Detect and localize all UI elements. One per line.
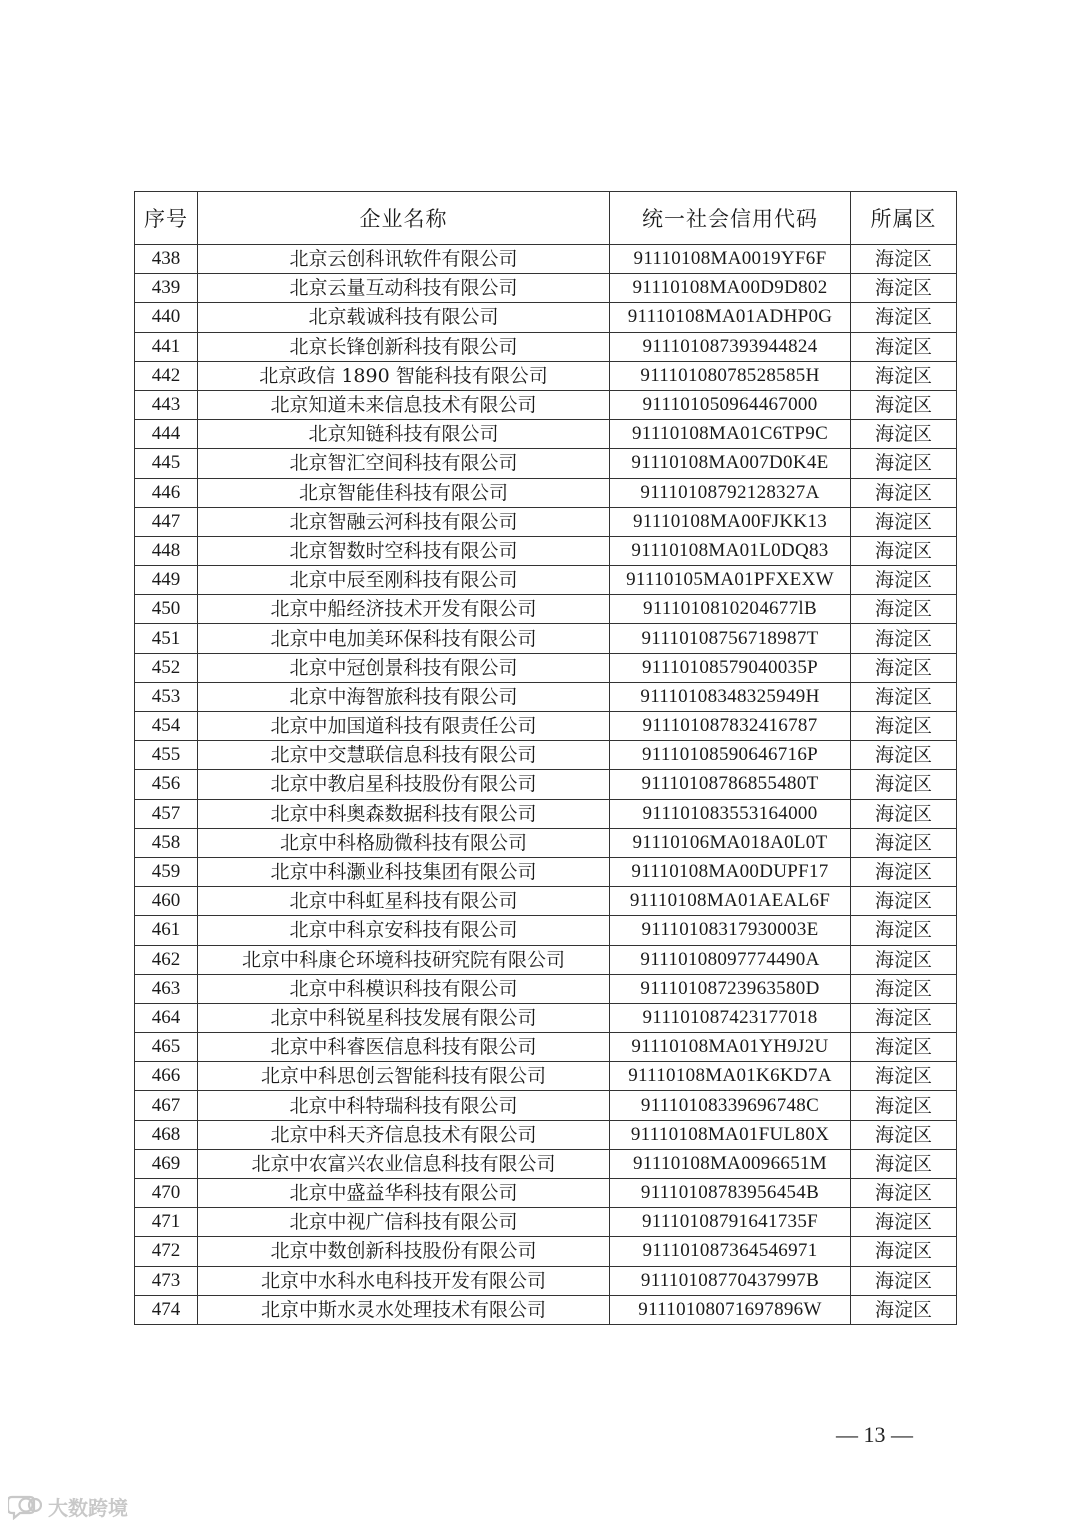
cell-no: 452 (135, 653, 198, 682)
cell-company-name: 北京中辰至刚科技有限公司 (198, 566, 610, 595)
cell-district: 海淀区 (851, 1033, 957, 1062)
cell-company-name: 北京中科格励微科技有限公司 (198, 828, 610, 857)
cell-district: 海淀区 (851, 624, 957, 653)
cell-district: 海淀区 (851, 741, 957, 770)
cell-credit-code: 91110106MA018A0L0T (610, 828, 851, 857)
cell-company-name: 北京中科思创云智能科技有限公司 (198, 1062, 610, 1091)
cell-district: 海淀区 (851, 828, 957, 857)
cell-credit-code: 911101087423177018 (610, 1003, 851, 1032)
cell-no: 466 (135, 1062, 198, 1091)
table-row (135, 390, 957, 419)
table-row (135, 566, 957, 595)
cell-no: 468 (135, 1120, 198, 1149)
table-row (135, 1033, 957, 1062)
table-row (135, 712, 957, 741)
cell-company-name: 北京中冠创景科技有限公司 (198, 653, 610, 682)
cell-credit-code: 91110108590646716P (610, 741, 851, 770)
table-row (135, 916, 957, 945)
cell-company-name: 北京云创科讯软件有限公司 (198, 245, 610, 274)
cell-no: 447 (135, 507, 198, 536)
cell-company-name: 北京中斯水灵水处理技术有限公司 (198, 1295, 610, 1324)
table-row (135, 799, 957, 828)
cell-credit-code: 91110108317930003E (610, 916, 851, 945)
cell-district: 海淀区 (851, 507, 957, 536)
cell-district: 海淀区 (851, 274, 957, 303)
table-row (135, 741, 957, 770)
cell-no: 470 (135, 1179, 198, 1208)
table-row (135, 974, 957, 1003)
header-no: 序号 (135, 192, 198, 245)
cell-credit-code: 91110108078528585H (610, 361, 851, 390)
cell-company-name: 北京中交慧联信息科技有限公司 (198, 741, 610, 770)
cell-district: 海淀区 (851, 857, 957, 886)
table-row (135, 1266, 957, 1295)
cell-company-name: 北京中科模识科技有限公司 (198, 974, 610, 1003)
cell-district: 海淀区 (851, 449, 957, 478)
company-list-table (134, 191, 957, 1325)
cell-credit-code: 91110108MA0019YF6F (610, 245, 851, 274)
cell-company-name: 北京中盛益华科技有限公司 (198, 1179, 610, 1208)
cell-credit-code: 91110108MA01C6TP9C (610, 420, 851, 449)
table-row (135, 303, 957, 332)
cell-company-name: 北京中科京安科技有限公司 (198, 916, 610, 945)
cell-company-name: 北京中科虹星科技有限公司 (198, 887, 610, 916)
cell-credit-code: 91110105MA01PFXEXW (610, 566, 851, 595)
table-row (135, 1062, 957, 1091)
header-name: 企业名称 (198, 192, 610, 245)
cell-district: 海淀区 (851, 1003, 957, 1032)
cell-district: 海淀区 (851, 303, 957, 332)
cell-company-name: 北京中科奥森数据科技有限公司 (198, 799, 610, 828)
cell-credit-code: 91110108MA01L0DQ83 (610, 536, 851, 565)
cell-no: 472 (135, 1237, 198, 1266)
table-row (135, 274, 957, 303)
cell-no: 442 (135, 361, 198, 390)
cell-district: 海淀区 (851, 770, 957, 799)
cell-district: 海淀区 (851, 1149, 957, 1178)
cell-company-name: 北京中科康仑环境科技研究院有限公司 (198, 945, 610, 974)
cell-no: 473 (135, 1266, 198, 1295)
cell-credit-code: 91110108MA01FUL80X (610, 1120, 851, 1149)
cell-credit-code: 91110108339696748C (610, 1091, 851, 1120)
cell-credit-code: 91110108MA00D9D802 (610, 274, 851, 303)
cell-credit-code: 911101087832416787 (610, 712, 851, 741)
cell-credit-code: 91110108783956454B (610, 1179, 851, 1208)
speech-bubble-logo-icon (8, 1494, 42, 1520)
cell-no: 460 (135, 887, 198, 916)
watermark-text: 大数跨境 (48, 1496, 128, 1520)
cell-credit-code: 911101050964467000 (610, 390, 851, 419)
cell-no: 445 (135, 449, 198, 478)
cell-no: 457 (135, 799, 198, 828)
cell-credit-code: 91110108579040035P (610, 653, 851, 682)
cell-credit-code: 91110108071697896W (610, 1295, 851, 1324)
cell-credit-code: 91110108792128327A (610, 478, 851, 507)
cell-no: 465 (135, 1033, 198, 1062)
cell-company-name: 北京中视广信科技有限公司 (198, 1208, 610, 1237)
cell-district: 海淀区 (851, 974, 957, 1003)
cell-credit-code: 91110108MA01K6KD7A (610, 1062, 851, 1091)
cell-credit-code: 911101083553164000 (610, 799, 851, 828)
table-row (135, 361, 957, 390)
cell-company-name: 北京中船经济技术开发有限公司 (198, 595, 610, 624)
table-row (135, 945, 957, 974)
table-row (135, 1149, 957, 1178)
cell-no: 449 (135, 566, 198, 595)
table-row (135, 1208, 957, 1237)
cell-district: 海淀区 (851, 536, 957, 565)
cell-district: 海淀区 (851, 1120, 957, 1149)
table-row (135, 332, 957, 361)
cell-district: 海淀区 (851, 390, 957, 419)
cell-no: 461 (135, 916, 198, 945)
cell-credit-code: 91110108791641735F (610, 1208, 851, 1237)
cell-company-name: 北京长锋创新科技有限公司 (198, 332, 610, 361)
cell-no: 450 (135, 595, 198, 624)
cell-company-name: 北京知道未来信息技术有限公司 (198, 390, 610, 419)
cell-no: 471 (135, 1208, 198, 1237)
cell-no: 463 (135, 974, 198, 1003)
cell-district: 海淀区 (851, 945, 957, 974)
table-row (135, 507, 957, 536)
cell-credit-code: 91110108348325949H (610, 682, 851, 711)
cell-district: 海淀区 (851, 682, 957, 711)
cell-no: 439 (135, 274, 198, 303)
table-row (135, 1237, 957, 1266)
cell-company-name: 北京中科天齐信息技术有限公司 (198, 1120, 610, 1149)
cell-district: 海淀区 (851, 361, 957, 390)
table-row (135, 1091, 957, 1120)
cell-district: 海淀区 (851, 1179, 957, 1208)
cell-credit-code: 911101087393944824 (610, 332, 851, 361)
table-row (135, 420, 957, 449)
cell-district: 海淀区 (851, 916, 957, 945)
cell-credit-code: 91110108MA01AEAL6F (610, 887, 851, 916)
header-code: 统一社会信用代码 (610, 192, 851, 245)
cell-district: 海淀区 (851, 887, 957, 916)
cell-no: 448 (135, 536, 198, 565)
cell-no: 443 (135, 390, 198, 419)
cell-district: 海淀区 (851, 420, 957, 449)
cell-credit-code: 91110108756718987T (610, 624, 851, 653)
table-row (135, 536, 957, 565)
table-row (135, 1179, 957, 1208)
cell-district: 海淀区 (851, 1208, 957, 1237)
page-number: — 13 — (836, 1422, 913, 1447)
cell-credit-code: 91110108723963580D (610, 974, 851, 1003)
cell-district: 海淀区 (851, 245, 957, 274)
table-row (135, 624, 957, 653)
cell-district: 海淀区 (851, 478, 957, 507)
cell-no: 455 (135, 741, 198, 770)
cell-company-name: 北京政信 1890 智能科技有限公司 (198, 361, 610, 390)
cell-no: 467 (135, 1091, 198, 1120)
cell-district: 海淀区 (851, 799, 957, 828)
cell-credit-code: 91110108MA00DUPF17 (610, 857, 851, 886)
table-row (135, 478, 957, 507)
cell-credit-code: 91110108MA01YH9J2U (610, 1033, 851, 1062)
table-row (135, 828, 957, 857)
table-row (135, 595, 957, 624)
cell-company-name: 北京知链科技有限公司 (198, 420, 610, 449)
cell-credit-code: 91110108097774490A (610, 945, 851, 974)
cell-credit-code: 91110108770437997B (610, 1266, 851, 1295)
cell-no: 438 (135, 245, 198, 274)
cell-district: 海淀区 (851, 1237, 957, 1266)
cell-credit-code: 91110108MA01ADHP0G (610, 303, 851, 332)
cell-credit-code: 91110108786855480T (610, 770, 851, 799)
table-body (135, 245, 957, 1325)
company-list-table-wrapper (134, 191, 956, 1325)
table-row (135, 1120, 957, 1149)
table-row (135, 770, 957, 799)
cell-credit-code: 91110108MA007D0K4E (610, 449, 851, 478)
cell-company-name: 北京智数时空科技有限公司 (198, 536, 610, 565)
cell-company-name: 北京云量互动科技有限公司 (198, 274, 610, 303)
cell-no: 458 (135, 828, 198, 857)
cell-district: 海淀区 (851, 1091, 957, 1120)
cell-no: 451 (135, 624, 198, 653)
cell-no: 453 (135, 682, 198, 711)
header-area: 所属区 (851, 192, 957, 245)
cell-no: 459 (135, 857, 198, 886)
table-row (135, 653, 957, 682)
table-row (135, 1003, 957, 1032)
watermark (8, 1492, 128, 1521)
table-row (135, 1295, 957, 1324)
cell-no: 474 (135, 1295, 198, 1324)
cell-company-name: 北京中数创新科技股份有限公司 (198, 1237, 610, 1266)
cell-company-name: 北京智融云河科技有限公司 (198, 507, 610, 536)
cell-district: 海淀区 (851, 712, 957, 741)
table-row (135, 857, 957, 886)
table-row (135, 449, 957, 478)
cell-district: 海淀区 (851, 332, 957, 361)
cell-company-name: 北京载诚科技有限公司 (198, 303, 610, 332)
cell-district: 海淀区 (851, 653, 957, 682)
cell-company-name: 北京中水科水电科技开发有限公司 (198, 1266, 610, 1295)
cell-no: 469 (135, 1149, 198, 1178)
cell-no: 440 (135, 303, 198, 332)
cell-credit-code: 911101087364546971 (610, 1237, 851, 1266)
table-header-row (135, 192, 957, 245)
table-row (135, 682, 957, 711)
cell-company-name: 北京中农富兴农业信息科技有限公司 (198, 1149, 610, 1178)
cell-no: 454 (135, 712, 198, 741)
table-row (135, 887, 957, 916)
cell-no: 464 (135, 1003, 198, 1032)
cell-company-name: 北京中教启星科技股份有限公司 (198, 770, 610, 799)
cell-company-name: 北京中科睿医信息科技有限公司 (198, 1033, 610, 1062)
cell-company-name: 北京中科特瑞科技有限公司 (198, 1091, 610, 1120)
cell-company-name: 北京中海智旅科技有限公司 (198, 682, 610, 711)
cell-company-name: 北京中加国道科技有限责任公司 (198, 712, 610, 741)
cell-no: 462 (135, 945, 198, 974)
cell-company-name: 北京中电加美环保科技有限公司 (198, 624, 610, 653)
cell-no: 446 (135, 478, 198, 507)
cell-company-name: 北京中科灏业科技集团有限公司 (198, 857, 610, 886)
cell-credit-code: 9111010810204677lB (610, 595, 851, 624)
cell-company-name: 北京智汇空间科技有限公司 (198, 449, 610, 478)
cell-no: 444 (135, 420, 198, 449)
cell-no: 441 (135, 332, 198, 361)
cell-district: 海淀区 (851, 566, 957, 595)
cell-credit-code: 91110108MA00FJKK13 (610, 507, 851, 536)
cell-district: 海淀区 (851, 1295, 957, 1324)
cell-credit-code: 91110108MA0096651M (610, 1149, 851, 1178)
cell-company-name: 北京智能佳科技有限公司 (198, 478, 610, 507)
cell-no: 456 (135, 770, 198, 799)
cell-district: 海淀区 (851, 595, 957, 624)
table-row (135, 245, 957, 274)
cell-district: 海淀区 (851, 1062, 957, 1091)
cell-district: 海淀区 (851, 1266, 957, 1295)
cell-company-name: 北京中科锐星科技发展有限公司 (198, 1003, 610, 1032)
